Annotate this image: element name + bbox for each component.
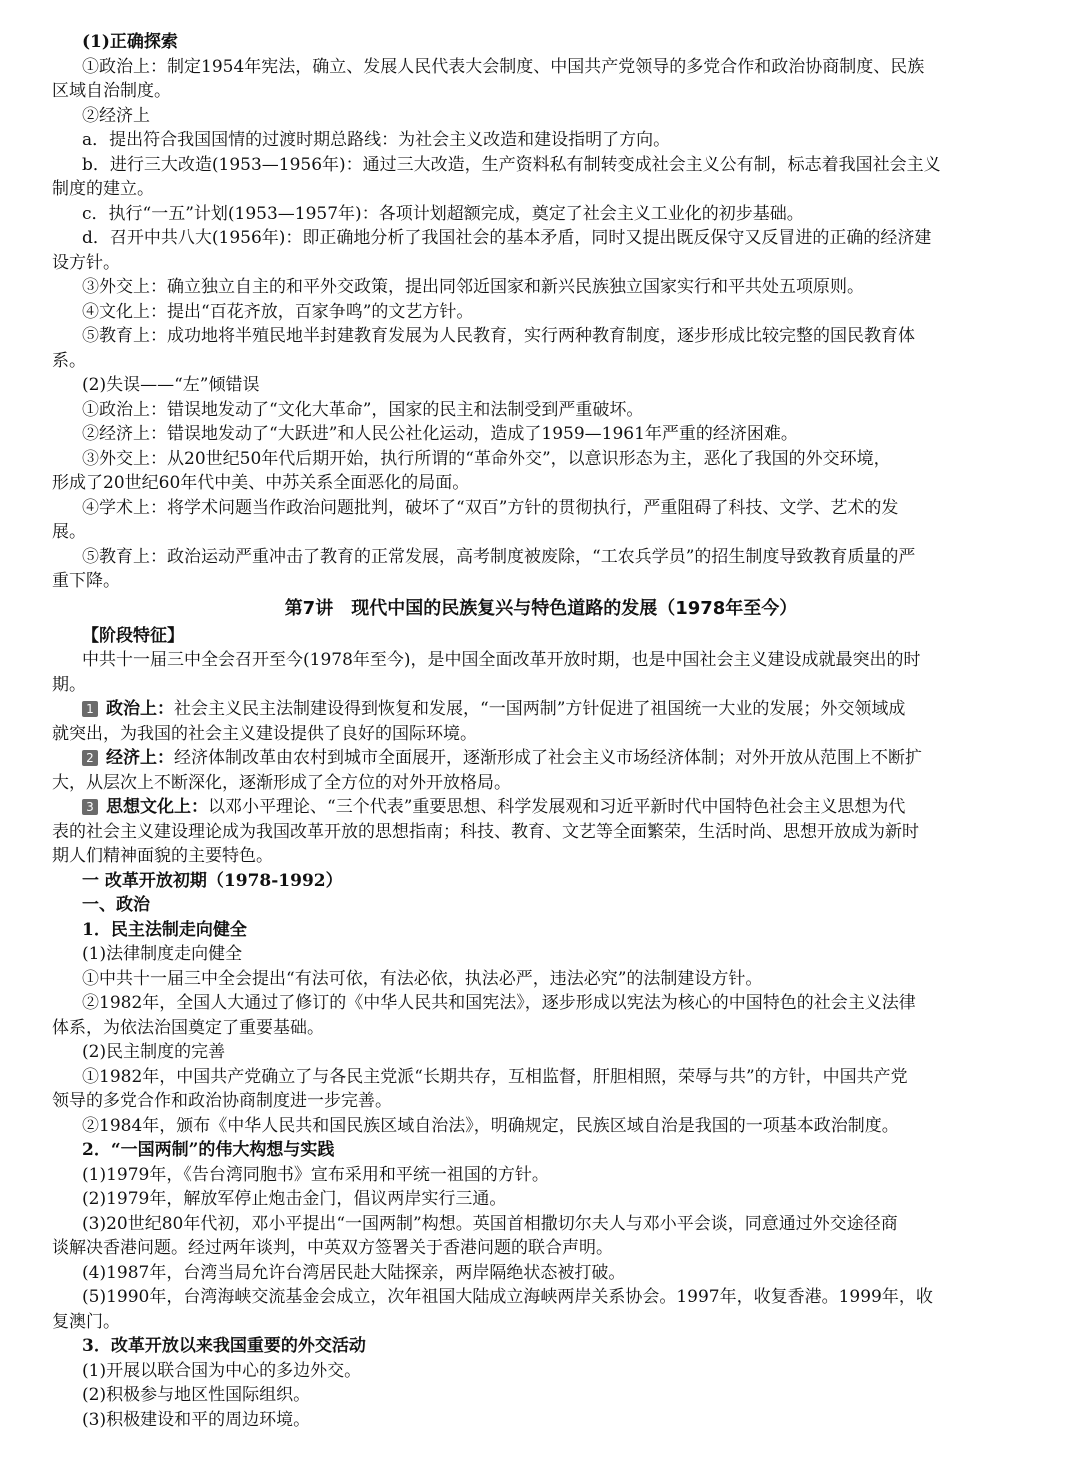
paragraph-line: (1)1979年，《告台湾同胞书》宣布采用和平统一祖国的方针。 — [82, 1164, 549, 1185]
subsection-heading: (2)民主制度的完善 — [82, 1042, 226, 1062]
feature-item-economy — [82, 746, 1030, 771]
paragraph-line: 复澳门。 — [52, 1311, 120, 1332]
paragraph-line: 重下降。 — [52, 571, 120, 591]
paragraph-line: 体系，为依法治国奠定了重要基础。 — [52, 1017, 324, 1038]
paragraph-line: a．提出符合我国国情的过渡时期总路线：为社会主义改造和建设指明了方向。 — [82, 130, 671, 150]
paragraph-line: ④文化上：提出“百花齐放，百家争鸣”的文艺方针。 — [82, 301, 474, 322]
paragraph-line: 期。 — [52, 674, 86, 695]
paragraph-line: 形成了20世纪60年代中美、中苏关系全面恶化的局面。 — [52, 473, 470, 493]
subsection-heading: 2．“一国两制”的伟大构想与实践 — [82, 1140, 335, 1160]
paragraph-line: 展。 — [52, 522, 86, 542]
feature-label: 政治上： — [106, 699, 174, 719]
section-heading: 一、政治 — [82, 895, 150, 915]
paragraph-line: ③外交上：从20世纪50年代后期开始，执行所谓的“革命外交”，以意识形态为主，恶化了我国的外交环境， — [82, 448, 891, 469]
paragraph-line: ⑤教育上：成功地将半殖民地半封建教育发展为人民教育，实行两种教育制度，逐步形成比较完整的国民教育体 — [82, 326, 915, 346]
paragraph-line: ①中共十一届三中全会提出“有法可依，有法必依，执法必严，违法必究”的法制建设方针。 — [82, 968, 763, 989]
paragraph-line: ①政治上：制定1954年宪法，确立、发展人民代表大会制度、中国共产党领导的多党合作和政治协商制度、民族 — [82, 56, 925, 77]
subsection-heading: (1)法律制度走向健全 — [82, 944, 243, 964]
paragraph-line: (2)1979年，解放军停止炮击金门，倡议两岸实行三通。 — [82, 1189, 507, 1209]
subsection-heading: (1)正确探索 — [82, 32, 178, 52]
number-badge-3: 3 — [82, 799, 98, 815]
paragraph-line: (2)积极参与地区性国际组织。 — [82, 1385, 311, 1405]
paragraph-line: ①政治上：错误地发动了“文化大革命”，国家的民主和法制受到严重破坏。 — [82, 399, 644, 420]
paragraph-line: ②1984年，颁布《中华人民共和国民族区域自治法》，明确规定，民族区域自治是我国的一项基本政治制度。 — [82, 1115, 899, 1136]
stage-features-heading: 【阶段特征】 — [82, 625, 184, 646]
paragraph-line: (3)20世纪80年代初，邓小平提出“一国两制”构想。英国首相撒切尔夫人与邓小平会谈，同意通过外交途径商 — [82, 1213, 898, 1234]
paragraph-line: 设方针。 — [52, 252, 120, 273]
paragraph-line: 中共十一届三中全会召开至今(1978年至今)，是中国全面改革开放时期，也是中国社会主义建设成就最突出的时 — [82, 650, 921, 670]
paragraph-line: ②1982年，全国人大通过了修订的《中华人民共和国宪法》，逐步形成以宪法为核心的中国特色的社会主义法律 — [82, 993, 916, 1013]
paragraph-line: 区域自治制度。 — [52, 81, 171, 101]
paragraph-line: 就突出，为我国的社会主义建设提供了良好的国际环境。 — [52, 723, 477, 744]
feature-text: 经济体制改革由农村到城市全面展开，逐渐形成了社会主义市场经济体制；对外开放从范围上不断扩 — [174, 748, 922, 768]
paragraph-line: (4)1987年，台湾当局允许台湾居民赴大陆探亲，两岸隔绝状态被打破。 — [82, 1262, 626, 1283]
paragraph-line: (1)开展以联合国为中心的多边外交。 — [82, 1360, 362, 1381]
paragraph-line: b．进行三大改造(1953—1956年)：通过三大改造，生产资料私有制转变成社会主义公有制，标志着我国社会主义 — [82, 154, 941, 175]
number-badge-1: 1 — [82, 701, 98, 717]
paragraph-line: (3)积极建设和平的周边环境。 — [82, 1409, 311, 1430]
paragraph-line: 谈解决香港问题。经过两年谈判，中英双方签署关于香港问题的联合声明。 — [52, 1238, 613, 1258]
paragraph-line: 制度的建立。 — [52, 179, 154, 199]
paragraph-line: 期人们精神面貌的主要特色。 — [52, 846, 273, 866]
feature-item-culture — [82, 795, 1030, 820]
paragraph-line: ②经济上：错误地发动了“大跃进”和人民公社化运动，造成了1959—1961年严重的经济困难。 — [82, 424, 798, 444]
paragraph-line: (5)1990年，台湾海峡交流基金会成立，次年祖国大陆成立海峡两岸关系协会。1997年，收复香港。1999年，收 — [82, 1287, 933, 1307]
section-heading: 一 改革开放初期（1978-1992） — [82, 870, 343, 891]
paragraph-line: 表的社会主义建设理论成为我国改革开放的思想指南；科技、教育、文艺等全面繁荣，生活时尚、思想开放成为新时 — [52, 821, 919, 842]
paragraph-line: ③外交上：确立独立自主的和平外交政策，提出同邻近国家和新兴民族独立国家实行和平共处五项原则。 — [82, 277, 864, 297]
lecture-title: 第7讲 现代中国的民族复兴与特色道路的发展（1978年至今） — [284, 597, 798, 619]
paragraph-line: 系。 — [52, 350, 86, 371]
subsection-heading: (2)失误——“左”倾错误 — [82, 375, 260, 395]
number-badge-2: 2 — [82, 750, 98, 766]
feature-label: 经济上： — [106, 748, 174, 768]
paragraph-line: c．执行“一五”计划(1953—1957年)：各项计划超额完成，奠定了社会主义工业化的初步基础。 — [82, 203, 804, 224]
paragraph-line: 大，从层次上不断深化，逐渐形成了全方位的对外开放格局。 — [52, 772, 511, 793]
paragraph-line: ②经济上 — [82, 105, 150, 126]
feature-text: 以邓小平理论、“三个代表”重要思想、科学发展观和习近平新时代中国特色社会主义思想为代 — [208, 797, 906, 817]
feature-item-politics — [82, 697, 1030, 722]
paragraph-line: ⑤教育上：政治运动严重冲击了教育的正常发展，高考制度被废除，“工农兵学员”的招生制度导致教育质量的严 — [82, 546, 916, 567]
paragraph-line: ①1982年，中国共产党确立了与各民主党派“长期共存，互相监督，肝胆相照，荣辱与共”的方针，中国共产党 — [82, 1066, 908, 1087]
subsection-heading: 3．改革开放以来我国重要的外交活动 — [82, 1336, 366, 1356]
paragraph-line: ④学术上：将学术问题当作政治问题批判，破坏了“双百”方针的贯彻执行，严重阻碍了科技、文学、艺术的发 — [82, 497, 899, 518]
feature-label: 思想文化上： — [106, 797, 208, 817]
feature-text: 社会主义民主法制建设得到恢复和发展，“一国两制”方针促进了祖国统一大业的发展；外交领域成 — [174, 699, 906, 719]
paragraph-line: 领导的多党合作和政治协商制度进一步完善。 — [52, 1091, 392, 1111]
paragraph-line: d．召开中共八大(1956年)：即正确地分析了我国社会的基本矛盾，同时又提出既反保守又反冒进的正确的经济建 — [82, 228, 932, 248]
subsection-heading: 1．民主法制走向健全 — [82, 919, 247, 940]
